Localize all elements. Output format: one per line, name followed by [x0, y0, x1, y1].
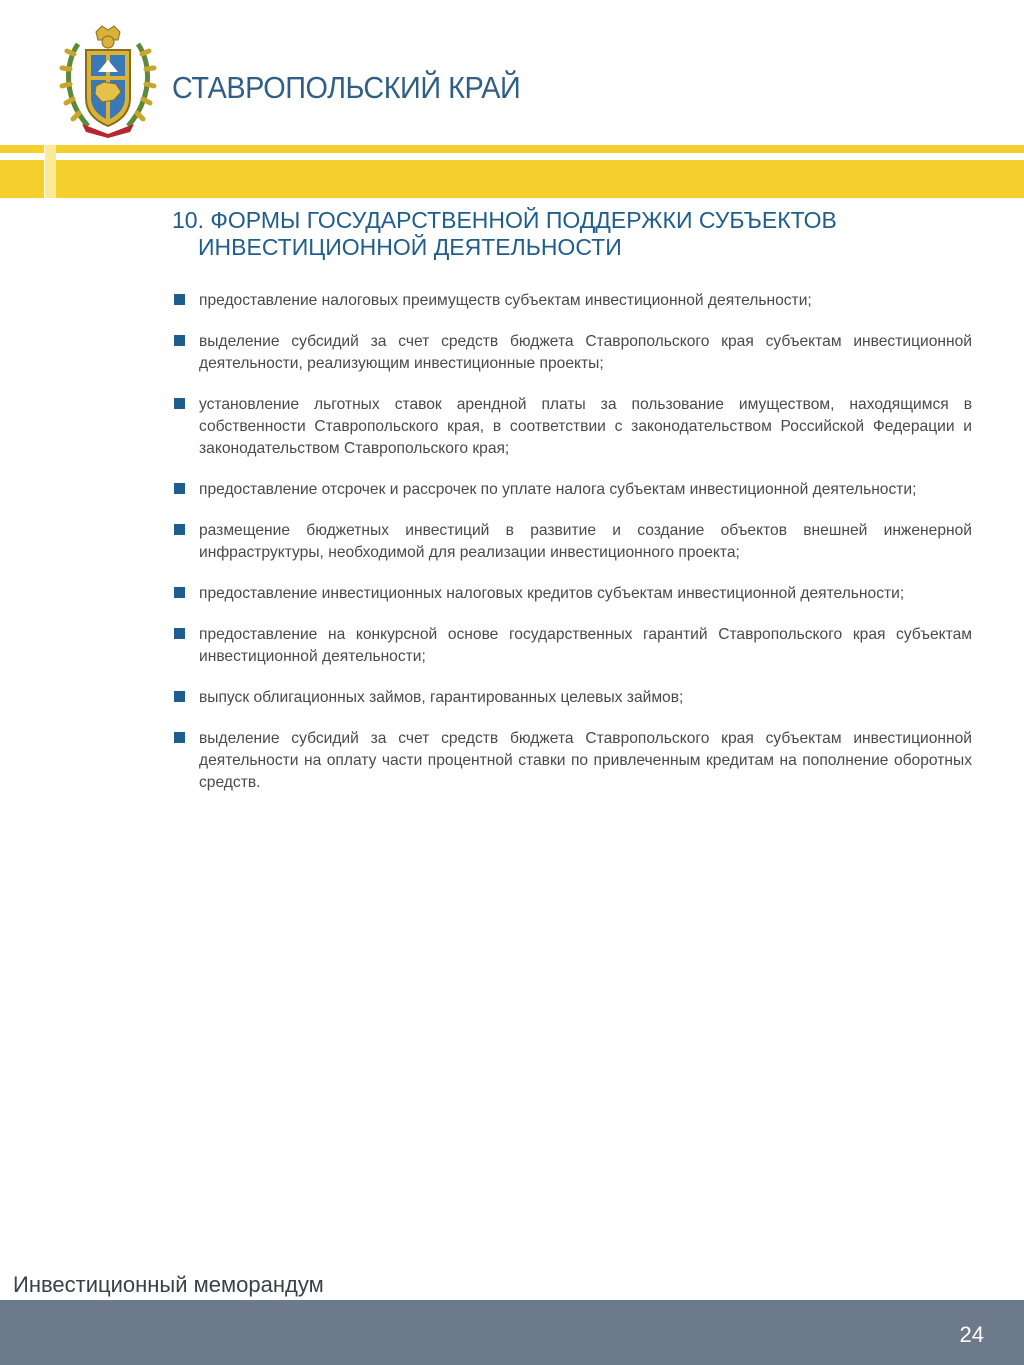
bullet-square-icon [174, 294, 185, 305]
bullet-square-icon [174, 691, 185, 702]
page-number: 24 [959, 1322, 984, 1347]
list-item-text: размещение бюджетных инвестиций в развитие и создание объектов внешней инженерной инфраструктуры, необходимой для реализации инвестиционного проекта; [199, 522, 972, 561]
list-item-text: выделение субсидий за счет средств бюджета Ставропольского края субъектам инвестиционной деятельности на оплату части процентной ставки по привлеченным кредитам на пополнение оборотных средств. [199, 730, 972, 791]
bullet-square-icon [174, 587, 185, 598]
list-item-text: выпуск облигационных займов, гарантированных целевых займов; [199, 689, 684, 706]
section-title-line-2: ИНВЕСТИЦИОННОЙ ДЕЯТЕЛЬНОСТИ [198, 234, 622, 260]
footer-caption: Инвестиционный меморандум [13, 1272, 324, 1297]
bullet-square-icon [174, 732, 185, 743]
header-band-thick [0, 160, 1024, 198]
list-item [172, 394, 972, 460]
header-band-vertical-line [44, 145, 45, 198]
bullet-square-icon [174, 398, 185, 409]
bullet-square-icon [174, 524, 185, 535]
list-item-text: предоставление инвестиционных налоговых кредитов субъектам инвестиционной деятельности; [199, 585, 905, 602]
list-item [172, 728, 972, 794]
section-title-line-1: 10. ФОРМЫ ГОСУДАРСТВЕННОЙ ПОДДЕРЖКИ СУБЪЕКТОВ [172, 207, 837, 233]
footer-bar [0, 1300, 1024, 1365]
list-item [172, 479, 972, 501]
bullet-square-icon [174, 483, 185, 494]
list-item [172, 687, 972, 709]
header-band-thin [0, 145, 1024, 153]
region-title: СТАВРОПОЛЬСКИЙ КРАЙ [172, 70, 521, 105]
support-forms-list [172, 290, 972, 813]
list-item-text: выделение субсидий за счет средств бюджета Ставропольского края субъектам инвестиционной деятельности, реализующим инвестиционные проекты; [199, 333, 972, 372]
section-title [172, 207, 972, 261]
list-item [172, 290, 972, 312]
list-item [172, 331, 972, 375]
bullet-square-icon [174, 628, 185, 639]
header-band-vertical-accent [44, 145, 56, 198]
list-item-text: установление льготных ставок арендной платы за пользование имуществом, находящимся в собственности Ставропольского края, в соответствии с законодательством Российской Федерации и законодательством Ставропольского края; [199, 396, 972, 457]
list-item [172, 520, 972, 564]
list-item [172, 624, 972, 668]
list-item-text: предоставление налоговых преимуществ субъектам инвестиционной деятельности; [199, 292, 812, 309]
list-item-text: предоставление на конкурсной основе государственных гарантий Ставропольского края субъектам инвестиционной деятельности; [199, 626, 972, 665]
bullet-square-icon [174, 335, 185, 346]
list-item [172, 583, 972, 605]
stavropol-coat-of-arms-icon [58, 24, 158, 138]
list-item-text: предоставление отсрочек и рассрочек по уплате налога субъектам инвестиционной деятельности; [199, 481, 917, 498]
